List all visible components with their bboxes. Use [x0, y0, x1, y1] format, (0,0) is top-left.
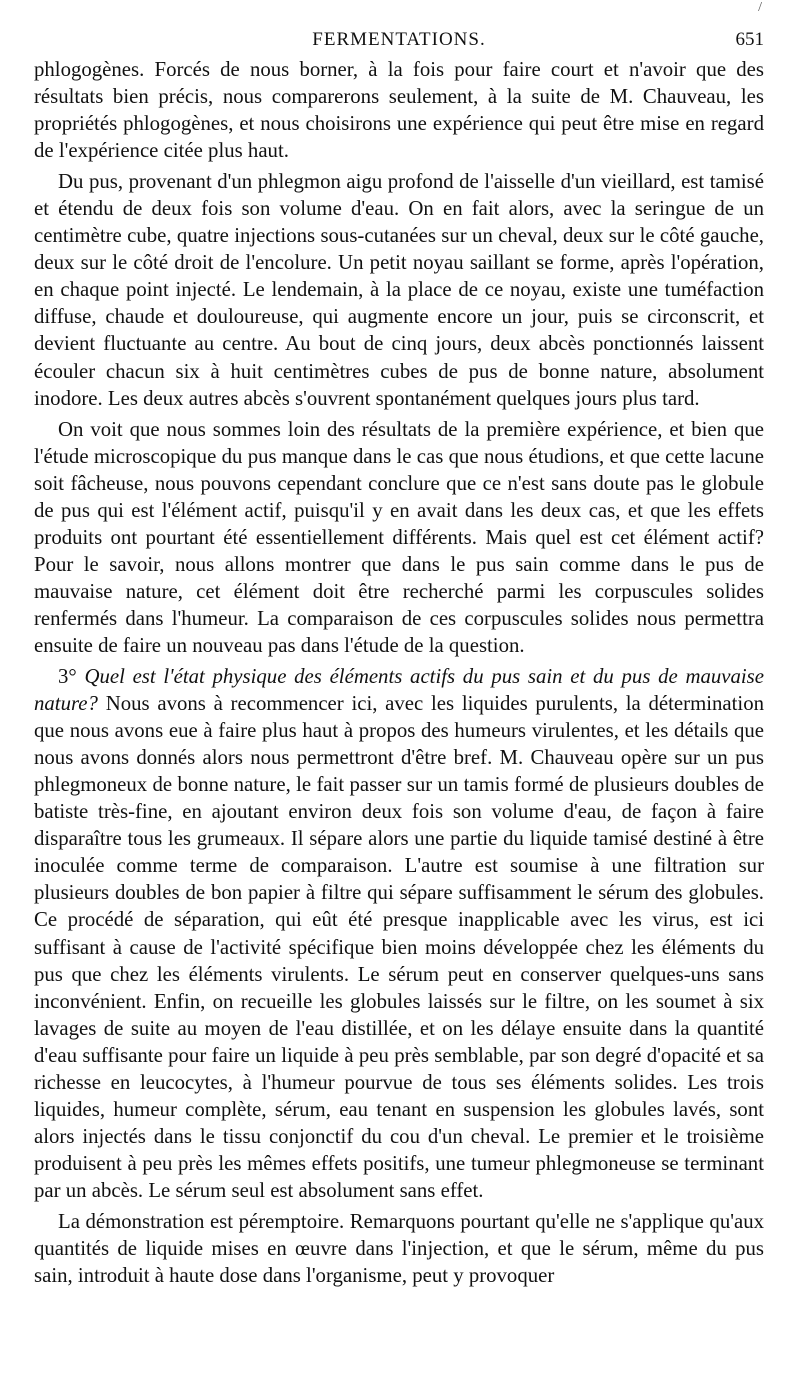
stray-mark: / [758, 0, 762, 15]
body-text [34, 56, 764, 1289]
paragraph-demonstration: La démonstration est péremptoire. Remarquons pourtant qu'elle ne s'applique qu'aux quantités de liquide mises en œuvre dans l'injection, et que le sérum, même du pus sain, introduit à haute dose dans l'organisme, peut y provoquer [34, 1209, 764, 1288]
section-text: Nous avons à recommencer ici, avec les liquides purulents, la détermination que nous avons eue à faire plus haut à propos des humeurs virulentes, et les détails que nous avons donnés alors nous permettront d'être bref. M. Chauveau opère sur un pus phlegmoneux de bonne nature, le fait passer sur un tamis formé de plusieurs doubles de batiste très-fine, en ajoutant environ deux fois son volume d'eau, de façon à faire disparaître tous les grumeaux. Il sépare alors une partie du liquide tamisé destiné à être inoculée comme terme de comparaison. L'autre est soumise à une filtration sur plusieurs doubles de bon papier à filtre qui sépare suffisamment le sérum des globules. Ce procédé de séparation, qui eût été presque inapplicable avec les virus, est ici suffisant à cause de l'activité spécifique bien moins développée chez les éléments du pus que chez les éléments virulents. Le sérum peut en conserver quelques-uns sans inconvénient. Enfin, on recueille les globules laissés sur le filtre, on les soumet à six lavages de suite au moyen de l'eau distillée, et on les délaye ensuite dans la quantité d'eau suffisante pour faire un liquide à peu près semblable, par son degré d'opacité et sa richesse en leucocytes, à l'humeur pourvue de tous ses éléments solides. Les trois liquides, humeur complète, sérum, eau tenant en suspension les globules lavés, sont alors injectés dans le tissu conjonctif du cou d'un cheval. Le premier et le troisième produisent à peu près les mêmes effets positifs, une tumeur phlegmoneuse se terminant par un abcès. Le sérum seul est absolument sans effet. [34, 692, 765, 1202]
section-heading: Quel est l'état physique des éléments actifs du pus sain et du pus de mauvaise nature? [34, 665, 765, 716]
paragraph-pus-experiment: Du pus, provenant d'un phlegmon aigu profond de l'aisselle d'un vieillard, est tamisé et étendu de deux fois son volume d'eau. On en fait alors, avec la seringue de un centimètre cube, quatre injections sous-cutanées sur un cheval, deux sur le côté gauche, deux sur le côté droit de l'encolure. Un petit noyau saillant se forme, après l'opération, en chaque point injecté. Le lendemain, à la place de ce noyau, existe une tuméfaction diffuse, chaude et douloureuse, qui augmente encore un jour, puis se circonscrit, et devient fluctuante au centre. Au bout de cinq jours, deux abcès ponctionnés laissent écouler chacun six à huit centimètres cubes de pus de bonne nature, absolument inodore. Les deux autres abcès s'ouvrent spontanément quelques jours plus tard. [34, 170, 764, 410]
running-head [34, 0, 764, 56]
page-number: 651 [735, 29, 764, 50]
paragraph-conclusion: On voit que nous sommes loin des résultats de la première expérience, et bien que l'étude microscopique du pus manque dans le cas que nous étudions, et que cette lacune soit fâcheuse, nous pouvons cependant conclure que ce n'est sans doute pas le globule de pus qui est l'élément actif, puisqu'il y en avait dans les deux cas, et que les effets produits ont pourtant été essentiellement différents. Mais quel est cet élément actif? Pour le savoir, nous allons montrer que dans le pus sain comme dans le pus de mauvaise nature, cet élément doit être recherché parmi les corpuscules solides renfermés dans l'humeur. La comparaison de ces corpuscules solides nous permettra ensuite de faire un nouveau pas dans l'étude de la question. [34, 417, 764, 657]
paragraph-continuation: phlogogènes. Forcés de nous borner, à la fois pour faire court et n'avoir que des résultats bien précis, nous comparerons seulement, à la suite de M. Chauveau, les propriétés phlogogènes, et nous choisirons une expérience qui peut être mise en regard de l'expérience citée plus haut. [34, 58, 764, 163]
running-title: FERMENTATIONS. [312, 29, 486, 50]
section-number: 3° [58, 665, 77, 689]
paragraph-section-3 [34, 663, 764, 1204]
